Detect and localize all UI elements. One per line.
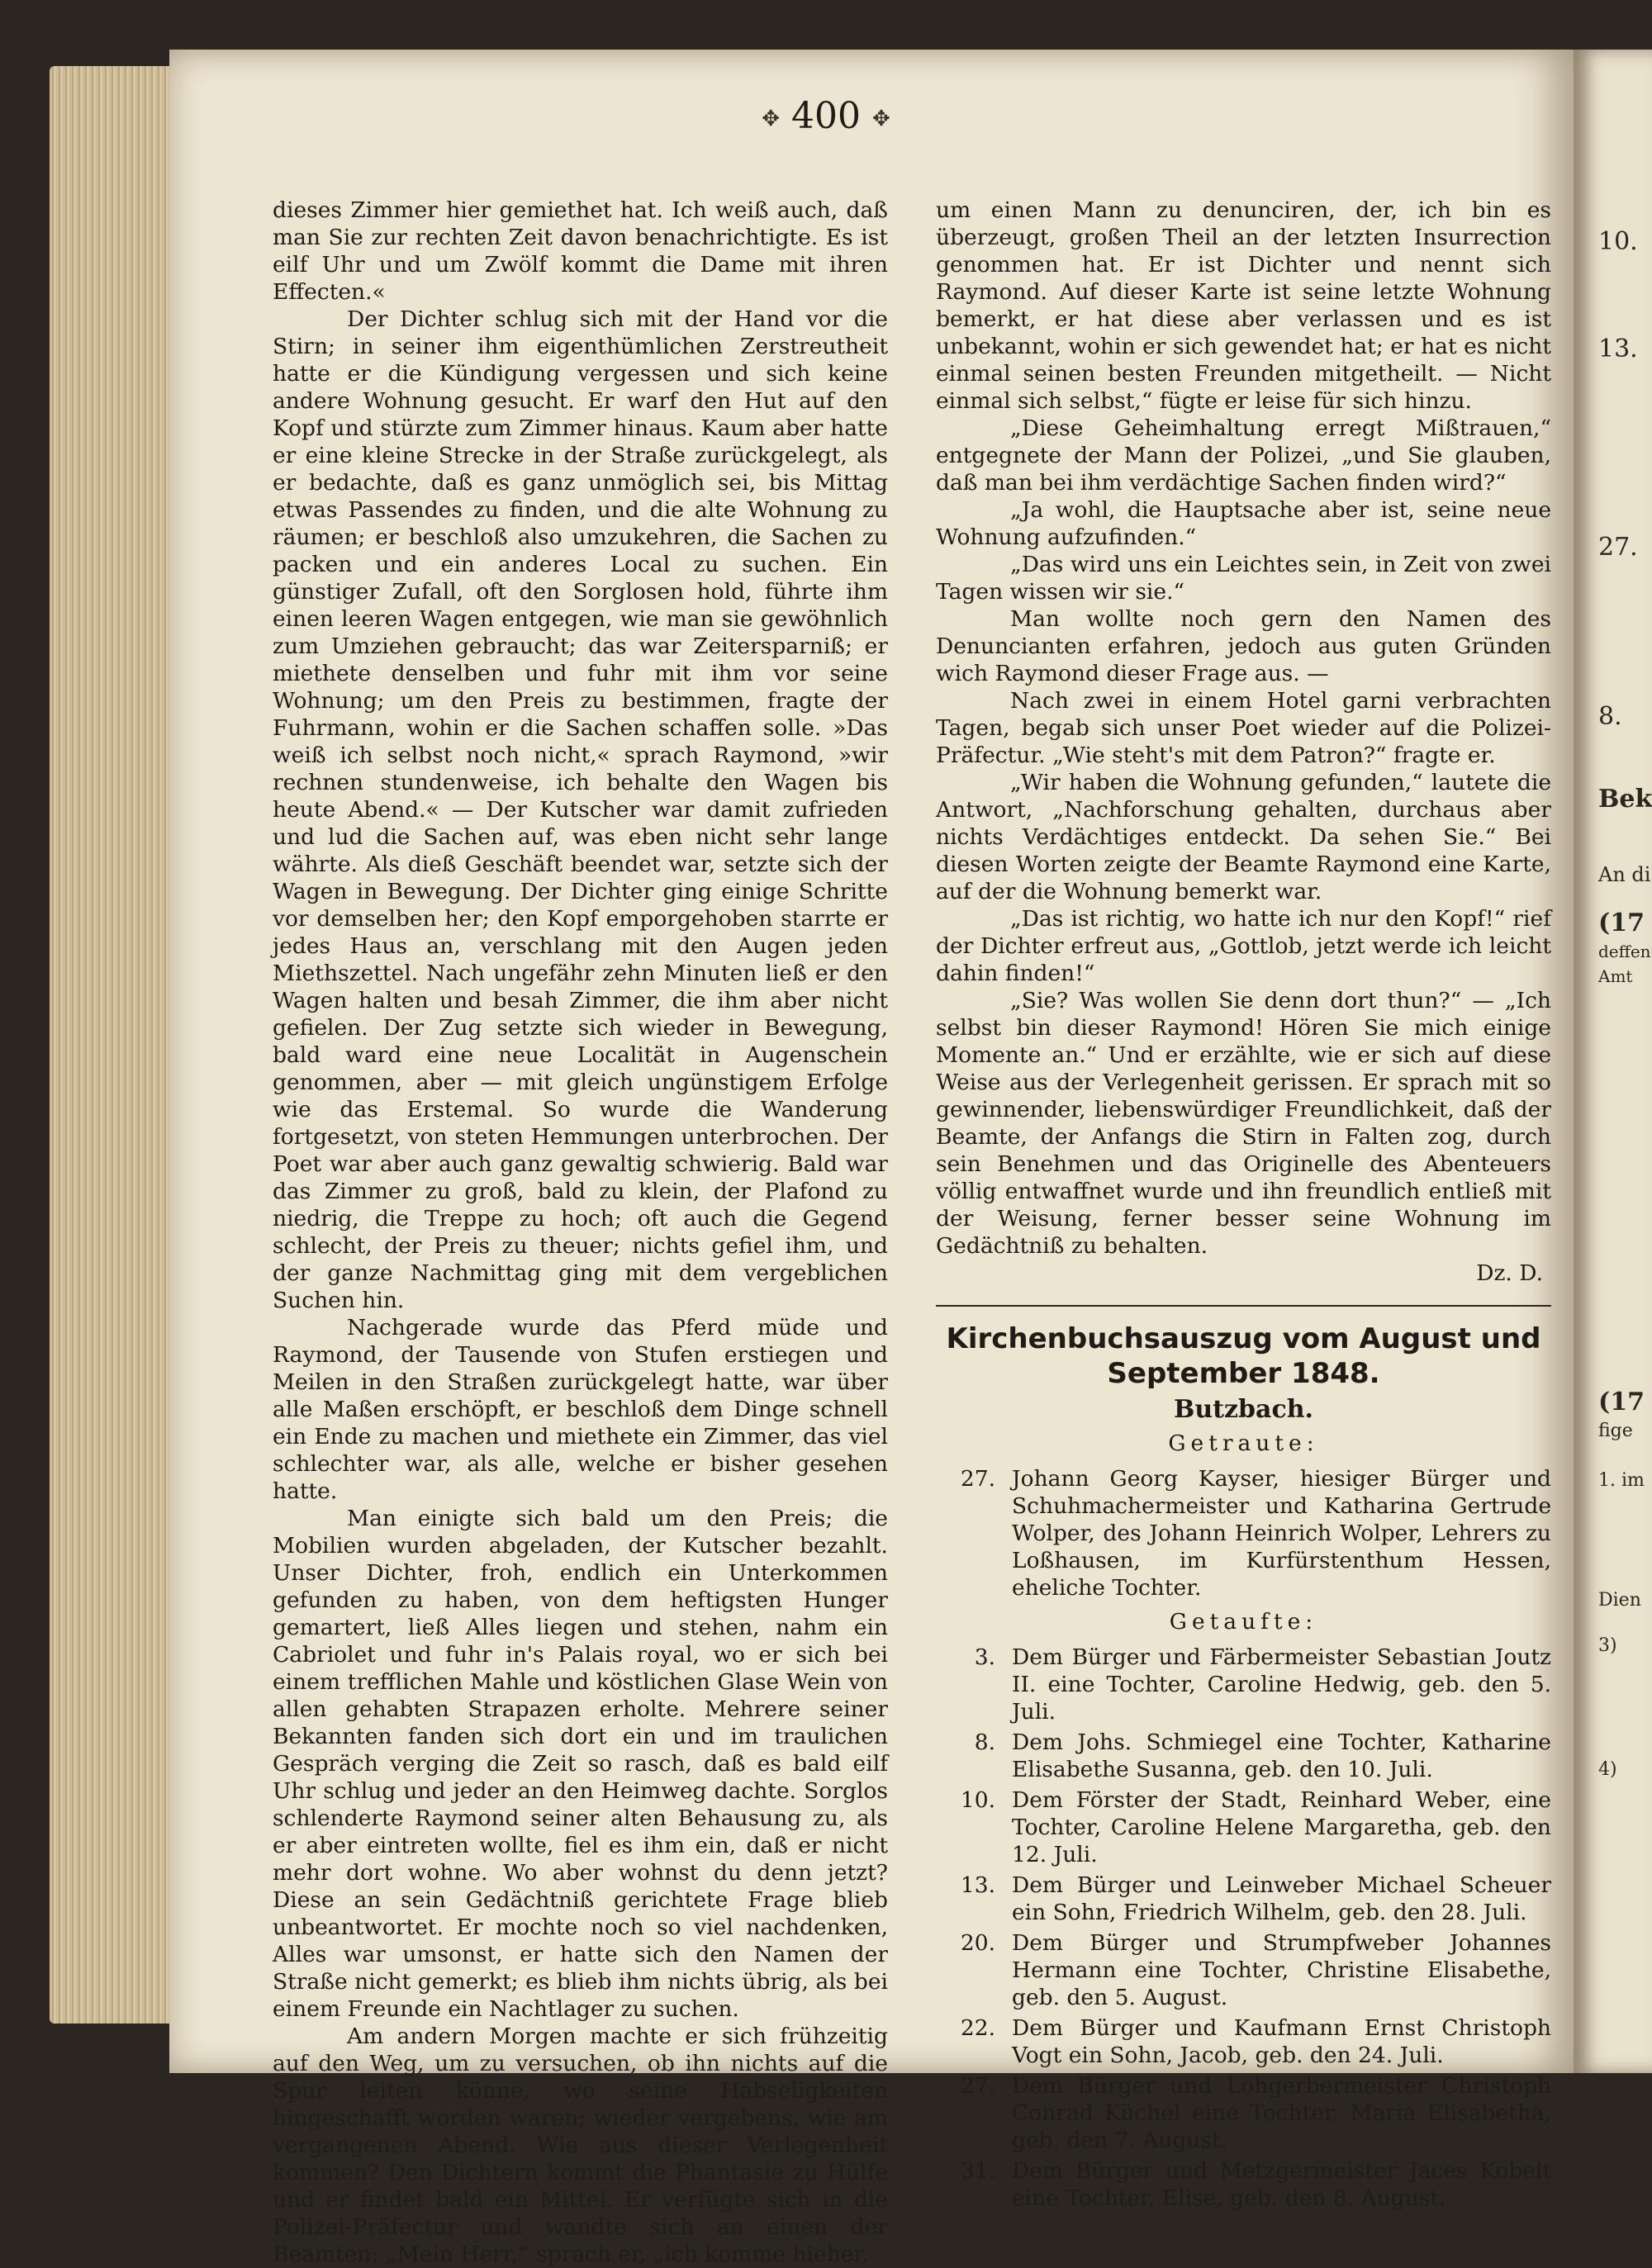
- register-entry: [936, 1465, 1551, 1601]
- entry-text: Dem Bürger und Lohgerbermeister Christoph Conrad Küchel eine Tochter, Maria Elisabetha, geb. den 7. August.: [1012, 2073, 1551, 2153]
- facing-page: [1574, 50, 1652, 2073]
- paragraph: Nachgerade wurde das Pferd müde und Raymond, der Tausende von Stufen erstiegen und Meilen in den Straßen zurückgelegt hatte, war über alle Maßen erschöpft, er beschloß dem Dinge schnell ein Ende zu machen und miethete ein Zimmer, das viel schlechter war, als alle, welche er bisher gesehen hatte.: [273, 1315, 888, 1504]
- entry-day: 31.: [960, 2158, 995, 2184]
- entry-text: Dem Bürger und Färbermeister Sebastian Joutz II. eine Tochter, Caroline Hedwig, geb. den 5. Juli.: [1012, 1644, 1551, 1725]
- facing-fragment: An di: [1598, 863, 1651, 886]
- entry-text: Dem Bürger und Metzgermeister Jaces Kobelt eine Tochter, Elise, geb. den 8. August.: [1012, 2158, 1551, 2211]
- paragraph: „Das wird uns ein Leichtes sein, in Zeit von zwei Tagen wissen wir sie.“: [936, 552, 1551, 605]
- entry-day: 13.: [960, 1872, 995, 1898]
- paragraph: Nach zwei in einem Hotel garni verbrachten Tagen, begab sich unser Poet wieder auf die Polizei-Präfectur. „Wie steht's mit dem Patron?“ fragte er.: [936, 688, 1551, 768]
- paragraph: „Ja wohl, die Hauptsache aber ist, seine neue Wohnung aufzufinden.“: [936, 497, 1551, 550]
- page-number: [0, 95, 1652, 137]
- facing-fragment: 27.: [1598, 533, 1638, 562]
- register-entry: [936, 1644, 1551, 1725]
- facing-fragment: 8.: [1598, 702, 1622, 731]
- facing-fragment: (17: [1598, 1388, 1645, 1416]
- facing-fragment: Bek: [1598, 785, 1652, 814]
- facing-fragment: fige: [1598, 1421, 1633, 1441]
- facing-fragment: 3): [1598, 1635, 1617, 1656]
- register-entry: [936, 1929, 1551, 2011]
- paragraph: Am andern Morgen machte er sich frühzeitig auf den Weg, um zu versuchen, ob ihn nichts auf die Spur leiten könne, wo seine Habseligkeiten hingeschafft worden waren; wieder vergebens, wie am vergangenen Abend. Wie aus dieser Verlegenheit kommen? Den Dichtern kommt die Phantasie zu Hülfe und er findet bald ein Mittel. Er verfügte sich in die Polizei-Präfectur und wandte sich an einen der Beamten: „Mein Herr,“ sprach er, „ich komme hieher,: [273, 2024, 888, 2267]
- paragraph: um einen Mann zu denunciren, der, ich bin es überzeugt, großen Theil an der letzten Insurrection genommen hat. Er ist Dichter und nennt sich Raymond. Auf dieser Karte ist seine letzte Wohnung bemerkt, er hat diese aber verlassen und es ist unbekannt, wohin er sich gewendet hat; er hat es nicht einmal seinen besten Freunden mitgetheilt. — Nicht einmal sich selbst,“ fügte er leise für sich hinzu.: [936, 197, 1551, 414]
- register-entry: [936, 2072, 1551, 2154]
- register-entry: [936, 1872, 1551, 1926]
- facing-fragment: Amt: [1598, 966, 1633, 986]
- entry-day: 3.: [974, 1644, 995, 1670]
- facing-fragment: 1. im: [1598, 1470, 1645, 1491]
- baptized-section-label: Getaufte:: [1169, 1609, 1318, 1635]
- register-entry: [936, 1729, 1551, 1783]
- facing-fragment: 13.: [1598, 335, 1638, 363]
- entry-text: Johann Georg Kayser, hiesiger Bürger und Schuhmachermeister und Katharina Gertrude Wolper, des Johann Heinrich Wolper, Lehrers zu Loßhausen, im Kurfürstenthum Hessen, eheliche Tochter.: [1012, 1466, 1551, 1601]
- facing-fragment: deffen: [1598, 942, 1651, 961]
- right-column: [936, 197, 1551, 2215]
- entry-text: Dem Bürger und Leinweber Michael Scheuer ein Sohn, Friedrich Wilhelm, geb. den 28. Juli.: [1012, 1872, 1551, 1925]
- book-edge: [50, 66, 173, 2024]
- entry-text: Dem Bürger und Strumpfweber Johannes Hermann eine Tochter, Christine Elisabethe, geb. den 5. August.: [1012, 1930, 1551, 2010]
- entry-text: Dem Förster der Stadt, Reinhard Weber, eine Tochter, Caroline Helene Margaretha, geb. den 12. Juli.: [1012, 1787, 1551, 1867]
- entry-day: 27.: [960, 2073, 995, 2099]
- register-entry: [936, 2014, 1551, 2069]
- author-signature: Dz. D.: [1476, 1260, 1543, 1286]
- page-number-value: 400: [791, 95, 861, 137]
- paragraph: dieses Zimmer hier gemiethet hat. Ich weiß auch, daß man Sie zur rechten Zeit davon benachrichtigte. Es ist eilf Uhr und um Zwölf kommt die Dame mit ihren Effecten.«: [273, 197, 888, 305]
- entry-day: 27.: [960, 1466, 995, 1492]
- paragraph: „Das ist richtig, wo hatte ich nur den Kopf!“ rief der Dichter erfreut aus, „Gottlob, jetzt werde ich leicht dahin finden!“: [936, 906, 1551, 986]
- register-heading: Kirchenbuchsauszug vom August und September 1848.: [946, 1322, 1541, 1390]
- paragraph: Der Dichter schlug sich mit der Hand vor die Stirn; in seiner ihm eigenthümlichen Zerstreutheit hatte er die Kündigung vergessen und sich keine andere Wohnung gesucht. Er warf den Hut auf den Kopf und stürzte zum Zimmer hinaus. Kaum aber hatte er eine kleine Strecke in der Straße zurückgelegt, als er bedachte, daß es ganz unmöglich sei, bis Mittag etwas Passendes zu finden, und die alte Wohnung zu räumen; er beschloß also umzukehren, die Sachen zu packen und ein anderes Local zu suchen. Ein günstiger Zufall, oft den Sorglosen hold, führte ihm einen leeren Wagen entgegen, wie man sie gewöhnlich zum Umziehen gebraucht; das war Zeitersparniß; er miethete denselben und fuhr mit ihm vor seine Wohnung; um den Preis zu bestimmen, fragte der Fuhrmann, wohin er die Sachen schaffen solle. »Das weiß ich selbst noch nicht,« sprach Raymond, »wir rechnen stundenweise, ich behalte den Wagen bis heute Abend.« — Der Kutscher war damit zufrieden und lud die Sachen auf, was eben nicht sehr lange währte. Als dieß Geschäft beendet war, setzte sich der Wagen in Bewegung. Der Dichter ging einige Schritte vor demselben her; den Kopf emporgehoben starrte er jedes Haus an, verschlang mit den Augen jeden Miethszettel. Nach ungefähr zehn Minuten ließ er den Wagen halten und besah Zimmer, die ihm aber nicht gefielen. Der Zug setzte sich wieder in Bewegung, bald ward eine neue Localität in Augenschein genommen, aber — mit gleich ungünstigem Erfolge wie das Erstemal. So wurde die Wanderung fortgesetzt, von steten Hemmungen unterbrochen. Der Poet war aber auch ganz gewaltig schwierig. Bald war das Zimmer zu groß, bald zu klein, der Plafond zu niedrig, die Treppe zu hoch; oft auch die Gegend schlecht, der Preis zu theuer; nichts gefiel ihm, und der ganze Nachmittag ging mit dem vergeblichen Suchen hin.: [273, 306, 888, 1313]
- register-entry: [936, 1786, 1551, 1868]
- left-column: [273, 197, 888, 2268]
- entry-text: Dem Bürger und Kaufmann Ernst Christoph Vogt ein Sohn, Jacob, geb. den 24. Juli.: [1012, 2015, 1551, 2068]
- paragraph: Man wollte noch gern den Namen des Denuncianten erfahren, jedoch aus guten Gründen wich Raymond dieser Frage aus. —: [936, 606, 1551, 686]
- paragraph: „Sie? Was wollen Sie denn dort thun?“ — „Ich selbst bin dieser Raymond! Hören Sie mich einige Momente an.“ Und er erzählte, wie er sich auf diese Weise aus der Verlegenheit gerissen. Er sprach mit so gewinnender, liebenswürdiger Freundlichkeit, daß der Beamte, der Anfangs die Stirn in Falten zog, durch sein Benehmen und das Originelle des Abenteuers völlig entwaffnet wurde und ihn freundlich entließ mit der Weisung, ferner besser seine Wohnung im Gedächtniß zu behalten.: [936, 988, 1551, 1259]
- register-place: Butzbach.: [1174, 1395, 1313, 1424]
- facing-fragment: Dien: [1598, 1590, 1641, 1611]
- married-section-label: Getraute:: [1168, 1431, 1319, 1456]
- paragraph: „Diese Geheimhaltung erregt Mißtrauen,“ entgegnete der Mann der Polizei, „und Sie glauben, daß man bei ihm verdächtige Sachen finden wird?“: [936, 415, 1551, 496]
- entry-day: 8.: [974, 1729, 995, 1755]
- facing-fragment: (17: [1598, 909, 1645, 937]
- section-divider: [936, 1305, 1551, 1307]
- paragraph: „Wir haben die Wohnung gefunden,“ lautete die Antwort, „Nachforschung gehalten, durchaus aber nichts Verdächtiges entdeckt. Da sehen Sie.“ Bei diesen Worten zeigte der Beamte Raymond eine Karte, auf der die Wohnung bemerkt war.: [936, 770, 1551, 904]
- entry-day: 20.: [960, 1930, 995, 1956]
- entry-day: 10.: [960, 1787, 995, 1813]
- ornament-right: ✥: [871, 106, 890, 131]
- entry-day: 22.: [960, 2015, 995, 2041]
- paragraph: Man einigte sich bald um den Preis; die Mobilien wurden abgeladen, der Kutscher bezahlt. Unser Dichter, froh, endlich ein Unterkommen gefunden zu haben, von dem heftigsten Hunger gemartert, ließ Alles liegen und stehen, nahm ein Cabriolet und fuhr in's Palais royal, wo er sich bei einem trefflichen Mahle und köstlichen Glase Wein von allen gehabten Strapazen erholte. Mehrere seiner Bekannten fanden sich dort ein und im traulichen Gespräch verging die Zeit so rasch, daß es bald eilf Uhr schlug und jeder an den Heimweg dachte. Sorglos schlenderte Raymond seiner alten Behausung zu, als er aber eintreten wollte, fiel es ihm ein, daß er nicht mehr dort wohne. Wo aber wohnst du denn jetzt? Diese an sein Gedächtniß gerichtete Frage blieb unbeantwortet. Er mochte noch so viel nachdenken, Alles war umsonst, er hatte sich den Namen der Straße nicht gemerkt; es blieb ihm nichts übrig, als bei einem Freunde ein Nachtlager zu suchen.: [273, 1506, 888, 2022]
- facing-fragment: 10.: [1598, 227, 1638, 256]
- ornament-left: ✥: [762, 106, 780, 131]
- facing-fragment: 4): [1598, 1759, 1617, 1780]
- entry-text: Dem Johs. Schmiegel eine Tochter, Katharine Elisabethe Susanna, geb. den 10. Juli.: [1012, 1729, 1551, 1782]
- register-entry: [936, 2157, 1551, 2212]
